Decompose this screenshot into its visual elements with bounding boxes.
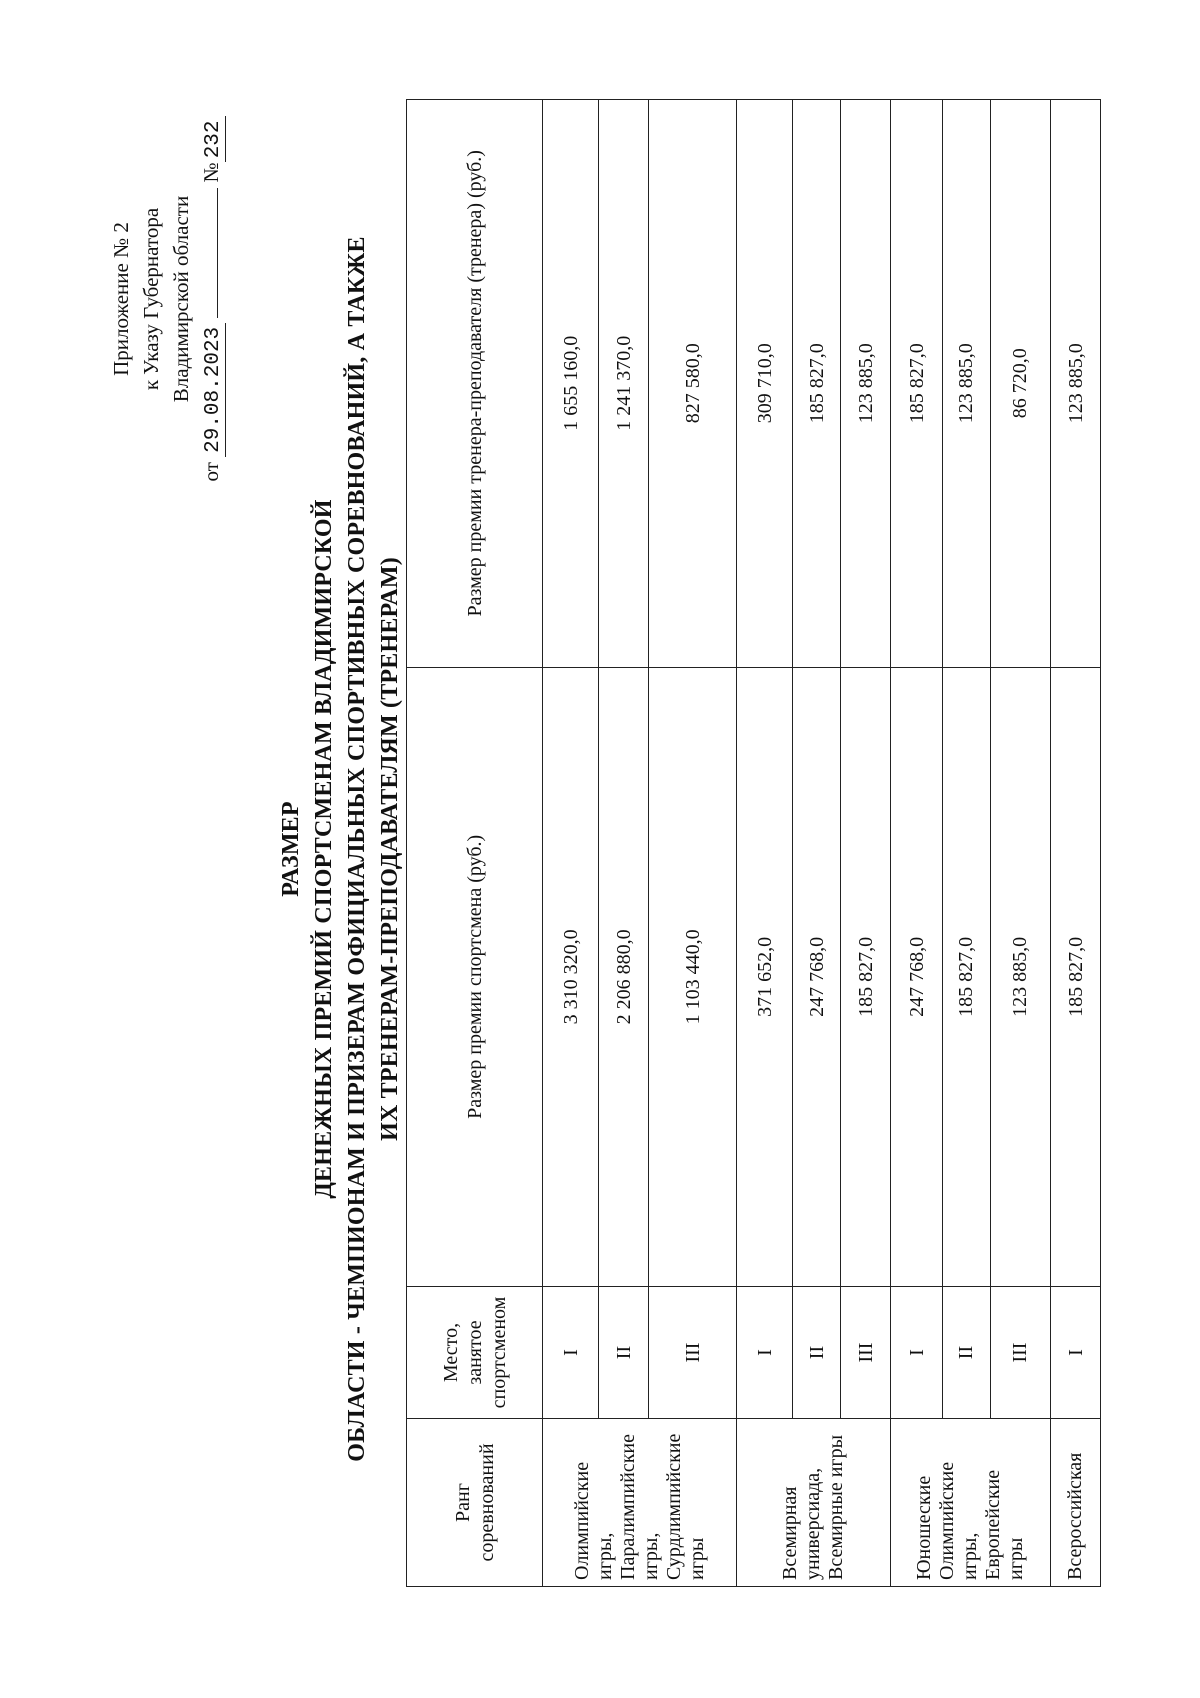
header-place: Место, занятое спортсменом <box>407 1287 543 1419</box>
table-row <box>943 100 991 1587</box>
coach-award-cell: 185 827,0 <box>793 100 841 668</box>
athlete-award-cell: 185 827,0 <box>943 667 991 1286</box>
table-row <box>793 100 841 1587</box>
header-coach-award: Размер премии тренера-преподавателя (тренера) (руб.) <box>407 100 543 668</box>
region-name: Владимирской области <box>169 195 193 403</box>
coach-award-cell: 123 885,0 <box>841 100 891 668</box>
coach-award-cell: 309 710,0 <box>737 100 793 668</box>
decree-number: 232 <box>202 116 226 162</box>
rank-cell: Олимпийские игры, Паралимпийские игры, Сурдлимпийские игры <box>543 1419 737 1587</box>
decree-reference: к Указу Губернатора <box>139 207 163 391</box>
place-cell: III <box>841 1287 891 1419</box>
appendix-label: Приложение № 2 <box>109 222 133 376</box>
athlete-award-cell: 123 885,0 <box>990 667 1050 1286</box>
decree-date-line <box>196 109 229 489</box>
coach-award-cell: 123 885,0 <box>943 100 991 668</box>
athlete-award-cell: 3 310 320,0 <box>543 667 599 1286</box>
awards-table <box>406 99 1101 1587</box>
place-cell: III <box>648 1287 736 1419</box>
rank-cell: Юношеские Олимпийские игры, Европейские игры <box>891 1419 1051 1587</box>
place-cell: I <box>543 1287 599 1419</box>
rank-cell: Всемирная универсиада, Всемирные игры <box>737 1419 891 1587</box>
title-line-4: ИХ ТРЕНЕРАМ-ПРЕПОДАВАТЕЛЯМ (ТРЕНЕРАМ) <box>377 557 403 1141</box>
athlete-award-cell: 2 206 880,0 <box>599 667 649 1286</box>
place-cell: II <box>599 1287 649 1419</box>
approval-block <box>106 109 229 489</box>
coach-award-cell: 185 827,0 <box>891 100 943 668</box>
document-page <box>70 69 1130 1629</box>
place-cell: II <box>793 1287 841 1419</box>
header-rank: Ранг соревнований <box>407 1419 543 1587</box>
athlete-award-cell: 247 768,0 <box>793 667 841 1286</box>
date-underline <box>217 188 218 318</box>
place-cell: I <box>891 1287 943 1419</box>
place-cell: II <box>943 1287 991 1419</box>
rank-cell: Всероссийская <box>1051 1419 1101 1587</box>
date-prefix: от <box>199 462 223 482</box>
coach-award-cell: 1 655 160,0 <box>543 100 599 668</box>
title-line-3: ОБЛАСТИ - ЧЕМПИОНАМ И ПРИЗЕРАМ ОФИЦИАЛЬНЫХ СПОРТИВНЫХ СОРЕВНОВАНИЙ, А ТАКЖЕ <box>344 236 370 1462</box>
document-title <box>275 89 407 1609</box>
coach-award-cell: 827 580,0 <box>648 100 736 668</box>
table-header-row <box>407 100 543 1587</box>
coach-award-cell: 86 720,0 <box>990 100 1050 668</box>
place-cell: I <box>737 1287 793 1419</box>
decree-date: 29.08.2023 <box>202 323 226 457</box>
table-row <box>599 100 649 1587</box>
table-row <box>990 100 1050 1587</box>
coach-award-cell: 123 885,0 <box>1051 100 1101 668</box>
athlete-award-cell: 185 827,0 <box>841 667 891 1286</box>
athlete-award-cell: 1 103 440,0 <box>648 667 736 1286</box>
athlete-award-cell: 247 768,0 <box>891 667 943 1286</box>
table-row <box>1051 100 1101 1587</box>
table-row <box>543 100 599 1587</box>
place-cell: III <box>990 1287 1050 1419</box>
table-row <box>737 100 793 1587</box>
athlete-award-cell: 185 827,0 <box>1051 667 1101 1286</box>
title-line-1: РАЗМЕР <box>278 801 304 897</box>
table-row <box>841 100 891 1587</box>
coach-award-cell: 1 241 370,0 <box>599 100 649 668</box>
table-row <box>648 100 736 1587</box>
header-athlete-award: Размер премии спортсмена (руб.) <box>407 667 543 1286</box>
number-prefix: № <box>199 162 223 183</box>
place-cell: I <box>1051 1287 1101 1419</box>
athlete-award-cell: 371 652,0 <box>737 667 793 1286</box>
table-row <box>891 100 943 1587</box>
title-line-2: ДЕНЕЖНЫХ ПРЕМИЙ СПОРТСМЕНАМ ВЛАДИМИРСКОЙ <box>311 499 337 1199</box>
